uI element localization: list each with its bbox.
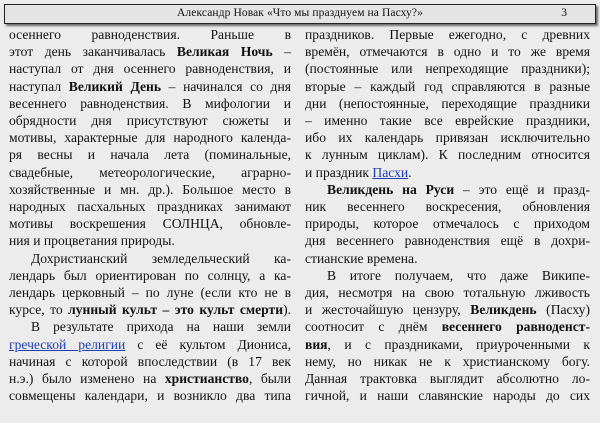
page-header [4,4,596,24]
text-run: времён, отмечаются в одно и то же время [305,44,590,60]
text-line [305,250,590,267]
text-run: – именно такие все еврейские праздники, [305,113,590,129]
text-run: н.э.) было изменено на [9,371,165,387]
text-run: ния и процветания природы. [9,233,175,249]
text-line [9,146,291,163]
text-line [9,387,291,404]
text-run: – начинался со дня [161,78,291,94]
text-run: Дохристианский земледельческий ка- [31,250,291,266]
text-run: и жесточайшую цензуру, [305,302,471,318]
text-line [305,232,590,249]
text-line [9,198,291,215]
text-line [305,146,590,163]
right-text-column [305,26,590,404]
text-run: лендарь был ориентирован по солнцу, а ка- [9,267,291,283]
text-line [305,60,590,77]
text-run: мотивы воскрешения СОЛНЦА, обновле- [9,216,291,232]
text-run: совмещены календари, и возникло два типа [9,388,291,404]
bold-text: весеннего равноденст- [441,319,591,335]
text-line [305,284,590,301]
text-run: дни (непостоянные, переходящие праздники [305,95,590,111]
text-line [305,26,590,43]
text-line [9,267,291,284]
text-run: вторые – каждый год справляются в разные [305,78,590,94]
bold-text: Великая Ночь [176,44,273,60]
text-run: нему, но никак не к христианскому богу. [305,353,590,369]
text-line [9,112,291,129]
text-run: (постоянные или непреходящие праздники); [305,61,590,77]
text-line [305,181,590,198]
text-run: ). [283,302,291,318]
text-run: , и с праздниками, приуроченными к [327,336,590,352]
text-line [9,26,291,43]
hyperlink[interactable]: греческой религии [9,336,126,352]
text-run: ибо их календарь привязан исключительно [305,130,590,146]
hyperlink[interactable]: Пасхи [372,164,409,180]
text-line [9,232,291,249]
text-run: В результате прихода на наши земли [31,319,291,335]
text-run: наступал [9,78,69,94]
text-line [9,301,291,318]
text-run: наступал от дня осеннего равноденствия, и [9,61,291,77]
text-run: , были [248,371,291,387]
text-run: курсе, то [9,302,69,318]
bold-text: Великий День [68,78,162,94]
text-line [9,43,291,60]
text-line [9,95,291,112]
text-run: с её культом Диониса, [125,336,291,352]
text-line [305,198,590,215]
text-line [9,78,291,95]
text-run: этот день заканчивалась [9,44,177,60]
text-run: дия, несмотря на свою тотальную лживость [305,285,590,301]
text-run: к лунным циклам). К последним относится [305,147,590,163]
text-line [9,215,291,232]
text-run: – [272,44,291,60]
text-line [305,215,590,232]
text-run: . [408,164,412,180]
text-run: и праздник [305,164,373,180]
text-line [305,301,590,318]
text-run: хозяйственные и мн. др.). Большое место в [9,181,291,197]
text-line [9,353,291,370]
text-line [9,318,291,335]
text-line [9,370,291,387]
text-line [305,43,590,60]
bold-text: вия [305,336,328,352]
text-line [305,353,590,370]
text-line [9,250,291,267]
text-run: начиная с которой впоследствии (в 17 век [9,353,291,369]
left-text-column [9,26,291,404]
text-line [9,284,291,301]
text-line [9,336,291,353]
text-run: мотивы, характерные для народного календа- [9,130,291,146]
text-run: свадебные, метеорологические, аграрно- [9,164,291,180]
text-run: (Пасху) [536,302,591,318]
page-number: 3 [561,7,567,19]
text-run: природы, которое отмечалось с приходом [305,216,590,232]
text-line [9,181,291,198]
text-run: ря весны и начала лета (поминальные, [9,147,291,163]
text-line [305,112,590,129]
bold-text: христианство [164,371,249,387]
text-line [305,387,590,404]
text-run: Данная трактовка выглядит абсолютно ло- [305,371,590,387]
text-line [305,95,590,112]
bold-text: лунный культ – это культ смерти [68,302,284,318]
text-run: праздников. Первые ежегодно, с древних [305,27,590,42]
text-run: соотносит с днём [305,319,442,335]
text-line [305,164,590,181]
text-line [305,78,590,95]
header-title: Александр Новак «Что мы празднуем на Пасху?» [177,7,423,19]
text-line [9,164,291,181]
text-run: весеннего равноденствия. В мифологии и [9,95,291,111]
text-line [9,129,291,146]
text-run: гичной, и наши славянские народы до сих [305,388,590,404]
text-run: дня весеннего равноденствия ещё в дохри- [305,233,590,249]
text-line [305,370,590,387]
bold-text: Великдень [470,302,537,318]
text-line [305,336,590,353]
text-run: обрядности дня присутствуют сюжеты и [9,113,291,129]
text-line [305,318,590,335]
text-line [9,60,291,77]
text-run: лендарь церковный – по луне (если кто не в [9,285,291,301]
text-run: В итоге получаем, что даже Википе- [327,267,590,283]
text-run: народных пасхальных праздниках занимают [9,199,291,215]
text-run: стианские времена. [305,250,418,266]
text-line [305,267,590,284]
text-run: ник весеннего воскресения, обновления [305,199,590,215]
text-run: осеннего равноденствия. Раньше в [9,27,291,42]
bold-text: Великдень на Руси [327,181,455,197]
text-run: – это ещё и празд- [454,181,591,197]
text-line [305,129,590,146]
